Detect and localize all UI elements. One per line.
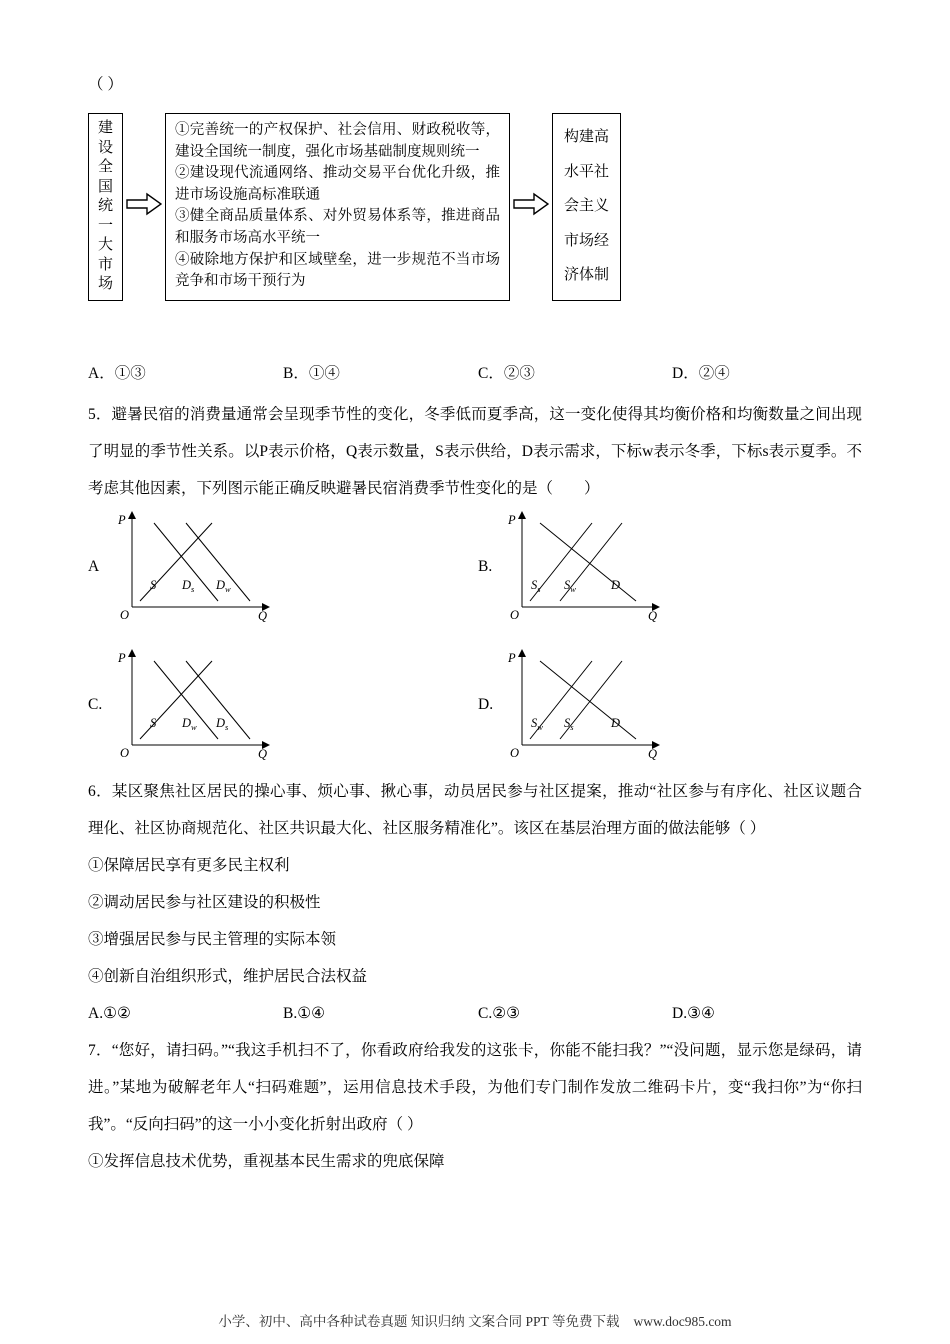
measure-item: ②建设现代流通网络、推动交易平台优化升级，推进市场设施高标准联通 (175, 165, 500, 203)
curve-label: $S_s$ (564, 715, 574, 732)
graph-c-canvas (114, 649, 279, 761)
supply-demand-graph-b (478, 511, 862, 623)
diagram-goal-box: 构建高水平社会主义市场经济体制 (552, 113, 621, 301)
graph-letter: B. (478, 557, 493, 575)
graph-letter: D. (478, 695, 494, 713)
answer-option: C.②③ (478, 1004, 521, 1022)
answer-option: D.③④ (672, 1004, 715, 1022)
question-4-options (88, 355, 862, 392)
graph-letter: A (88, 557, 100, 575)
curve-label: $S_s$ (531, 577, 541, 594)
graph-d-canvas (504, 649, 669, 761)
question-4-answer-paren: （ ） (88, 76, 123, 93)
curve-label: $D_s$ (182, 577, 195, 594)
footer-text: 小学、初中、高中各种试卷真题 知识归纳 文案合同 PPT 等免费下载 (218, 1314, 620, 1329)
graph-letter: C. (88, 695, 103, 713)
axis-label-p: P (118, 512, 126, 527)
axis-label-p: P (508, 512, 516, 527)
supply-demand-graph-d (478, 649, 862, 761)
question-5-stem: 5．避暑民宿的消费量通常会呈现季节性的变化，冬季低而夏季高，这一变化使得其均衡价格和均衡数量之间出现了明显的季节性关系。以P表示价格，Q表示数量，S表示供给，D表示需求，下标w表示冬季，下标s表示夏季。不考虑其他因素，下列图示能正确反映避暑民宿消费季节性变化的是（ ） (88, 405, 862, 497)
supply-demand-graph-c (88, 649, 478, 761)
question-6-item: ①保障居民享有更多民主权利 (88, 856, 290, 874)
axis-label-o: O (120, 745, 130, 760)
axis-label-q: Q (648, 746, 658, 761)
supply-demand-graph-a (88, 511, 478, 623)
measure-item: ①完善统一的产权保护、社会信用、财政税收等，建设全国统一制度，强化市场基础制度规则统一 (175, 122, 500, 160)
question-6-item: ④创新自治组织形式，维护居民合法权益 (88, 967, 368, 985)
axis-label-q: Q (258, 608, 268, 623)
curve-label: $D_w$ (182, 715, 197, 732)
right-arrow-icon (513, 192, 549, 221)
curve-label: D (611, 715, 621, 730)
question-6-options (88, 995, 862, 1032)
answer-option: D．②④ (672, 364, 730, 382)
axis-label-q: Q (648, 608, 658, 623)
axis-label-o: O (120, 607, 130, 622)
graph-a-canvas (114, 511, 279, 623)
curve-label: S (150, 577, 157, 592)
measure-item: ④破除地方保护和区域壁垒，进一步规范不当市场竞争和市场干预行为 (175, 251, 500, 290)
axis-label-p: P (508, 650, 516, 665)
axis-label-o: O (510, 607, 520, 622)
supply-demand-graphs (88, 511, 862, 761)
curve-label: $D_w$ (216, 577, 231, 594)
page-footer (0, 1310, 950, 1330)
curve-label: S (150, 715, 157, 730)
answer-option: B．①④ (283, 364, 340, 382)
unified-market-diagram (88, 113, 862, 301)
axis-label-p: P (118, 650, 126, 665)
graph-b-canvas (504, 511, 669, 623)
question-7-stem: 7．“您好，请扫码。”“我这手机扫不了，你看政府给我发的这张卡，你能不能扫我？”“没问题，显示您是绿码，请进。”某地为破解老年人“扫码难题”，运用信息技术手段，为他们专门制作发放二维码卡片，变“我扫你”为“你扫我”。“反向扫码”的这一小小变化折射出政府（ ） (88, 1041, 862, 1133)
question-6-item: ③增强居民参与民主管理的实际本领 (88, 930, 337, 948)
curve-label: $D_s$ (216, 715, 229, 732)
curve-label: $S_w$ (531, 715, 543, 732)
question-6-stem: 6．某区聚焦社区居民的操心事、烦心事、揪心事，动员居民参与社区提案，推动“社区参与有序化、社区议题合理化、社区协商规范化、社区共识最大化、社区服务精准化”。该区在基层治理方面的做法能够（ ） (88, 782, 862, 837)
diagram-left-box: 建设全国统一大市场 (88, 113, 123, 301)
answer-option: C．②③ (478, 364, 535, 382)
answer-option: B.①④ (283, 1004, 326, 1022)
answer-option: A.①② (88, 1004, 131, 1022)
curve-label: D (611, 577, 621, 592)
question-7-item: ①发挥信息技术优势，重视基本民生需求的兜底保障 (88, 1152, 445, 1170)
answer-option: A．①③ (88, 364, 146, 382)
curve-label: $S_w$ (564, 577, 576, 594)
right-arrow-icon (126, 192, 162, 221)
measure-item: ③健全商品质量体系、对外贸易体系等，推进商品和服务市场高水平统一 (175, 208, 500, 246)
axis-label-o: O (510, 745, 520, 760)
diagram-measures-box (165, 113, 510, 301)
footer-link[interactable]: www.doc985.com (633, 1314, 732, 1329)
question-6-item: ②调动居民参与社区建设的积极性 (88, 893, 321, 911)
axis-label-q: Q (258, 746, 268, 761)
